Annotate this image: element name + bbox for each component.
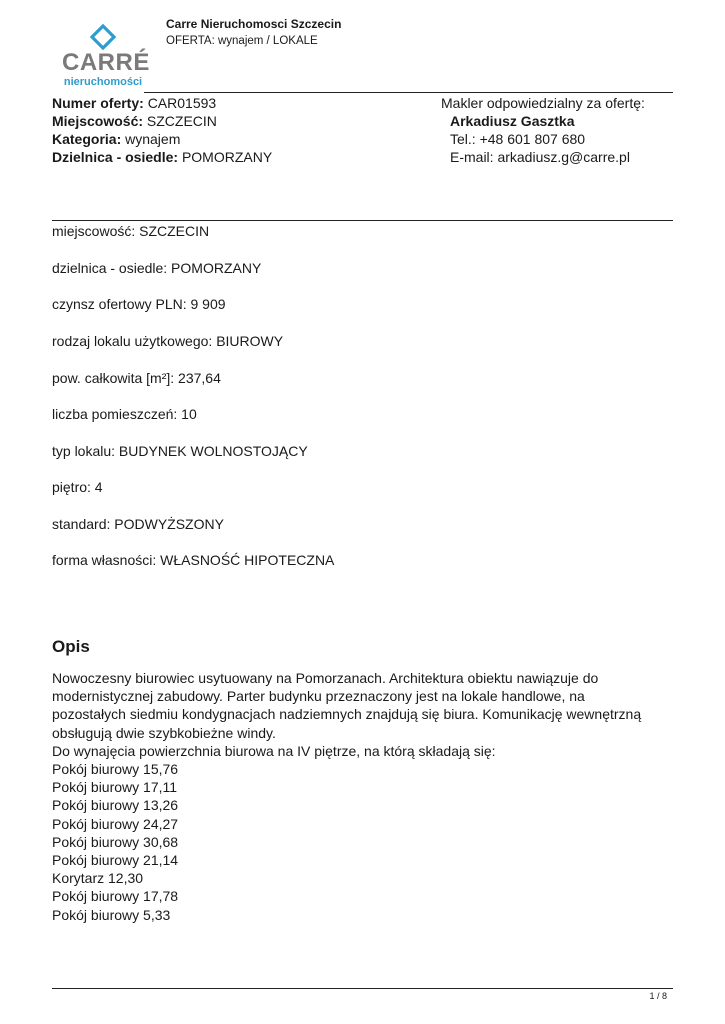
description-line: Pokój biurowy 15,76 [52, 761, 179, 778]
offer-number-value: CAR01593 [147, 95, 217, 111]
property-area: pow. całkowita [m²]: 237,64 [52, 370, 221, 386]
description-line: modernistycznej zabudowy. Parter budynku przeznaczony jest na lokale handlowe, na [52, 688, 585, 705]
property-district: dzielnica - osiedle: POMORZANY [52, 260, 262, 276]
description-line: obsługują dwie szybkobieżne windy. [52, 724, 276, 741]
offer-city [52, 112, 217, 130]
diamond-logo-icon [90, 24, 116, 50]
offer-number [52, 94, 216, 112]
property-standard: standard: PODWYŻSZONY [52, 516, 224, 532]
offer-district-label: Dzielnica - osiedle: [52, 149, 179, 165]
property-rooms: liczba pomieszczeń: 10 [52, 406, 197, 422]
description-line: Korytarz 12,30 [52, 870, 144, 887]
agent-phone: Tel.: +48 601 807 680 [450, 131, 586, 147]
property-floor: piętro: 4 [52, 479, 103, 495]
offer-category-value: wynajem [125, 131, 181, 147]
offer-city-value: SZCZECIN [146, 113, 217, 129]
meta-divider [52, 220, 673, 221]
offer-type: OFERTA: wynajem / LOKALE [166, 35, 318, 47]
footer-divider [52, 988, 673, 989]
description-line: Pokój biurowy 17,11 [52, 779, 178, 796]
logo-name: CARRÉ [62, 49, 150, 76]
offer-category-label: Kategoria: [52, 131, 122, 147]
offer-category [52, 130, 180, 148]
carre-logo [62, 24, 150, 88]
agent-name: Arkadiusz Gasztka [450, 113, 575, 129]
offer-number-label: Numer oferty: [52, 95, 144, 111]
page-number: 1 / 8 [649, 991, 667, 1001]
description-line: Do wynajęcia powierzchnia biurowa na IV piętrze, na którą składają się: [52, 742, 496, 759]
offer-district [52, 148, 272, 166]
description-line: Nowoczesny biurowiec usytuowany na Pomorzanach. Architektura obiektu nawiązuje do [52, 670, 599, 686]
offer-city-label: Miejscowość: [52, 113, 144, 129]
property-city: miejscowość: SZCZECIN [52, 223, 210, 239]
description-line: Pokój biurowy 17,78 [52, 888, 179, 905]
offer-district-value: POMORZANY [181, 149, 273, 165]
property-rent: czynsz ofertowy PLN: 9 909 [52, 296, 226, 312]
logo-subtitle: nieruchomości [63, 76, 143, 88]
description-line: Pokój biurowy 5,33 [52, 906, 171, 923]
property-building-type: typ lokalu: BUDYNEK WOLNOSTOJĄCY [52, 443, 308, 459]
description-line: Pokój biurowy 13,26 [52, 797, 179, 814]
description-line: Pokój biurowy 30,68 [52, 833, 179, 850]
description-line: Pokój biurowy 21,14 [52, 852, 179, 869]
description-text [52, 669, 677, 924]
agent-heading: Makler odpowiedzialny za ofertę: [441, 95, 645, 111]
agent-email: E-mail: arkadiusz.g@carre.pl [450, 149, 630, 165]
property-premises-type: rodzaj lokalu użytkowego: BIUROWY [52, 333, 284, 349]
property-ownership: forma własności: WŁASNOŚĆ HIPOTECZNA [52, 552, 335, 568]
company-name: Carre Nieruchomosci Szczecin [166, 17, 342, 31]
description-heading: Opis [52, 637, 90, 656]
header-divider [144, 92, 673, 93]
description-line: pozostałych siedmiu kondygnacjach nadziemnych znajdują się biura. Komunikację wewnętrzną [52, 706, 642, 723]
description-line: Pokój biurowy 24,27 [52, 815, 179, 832]
